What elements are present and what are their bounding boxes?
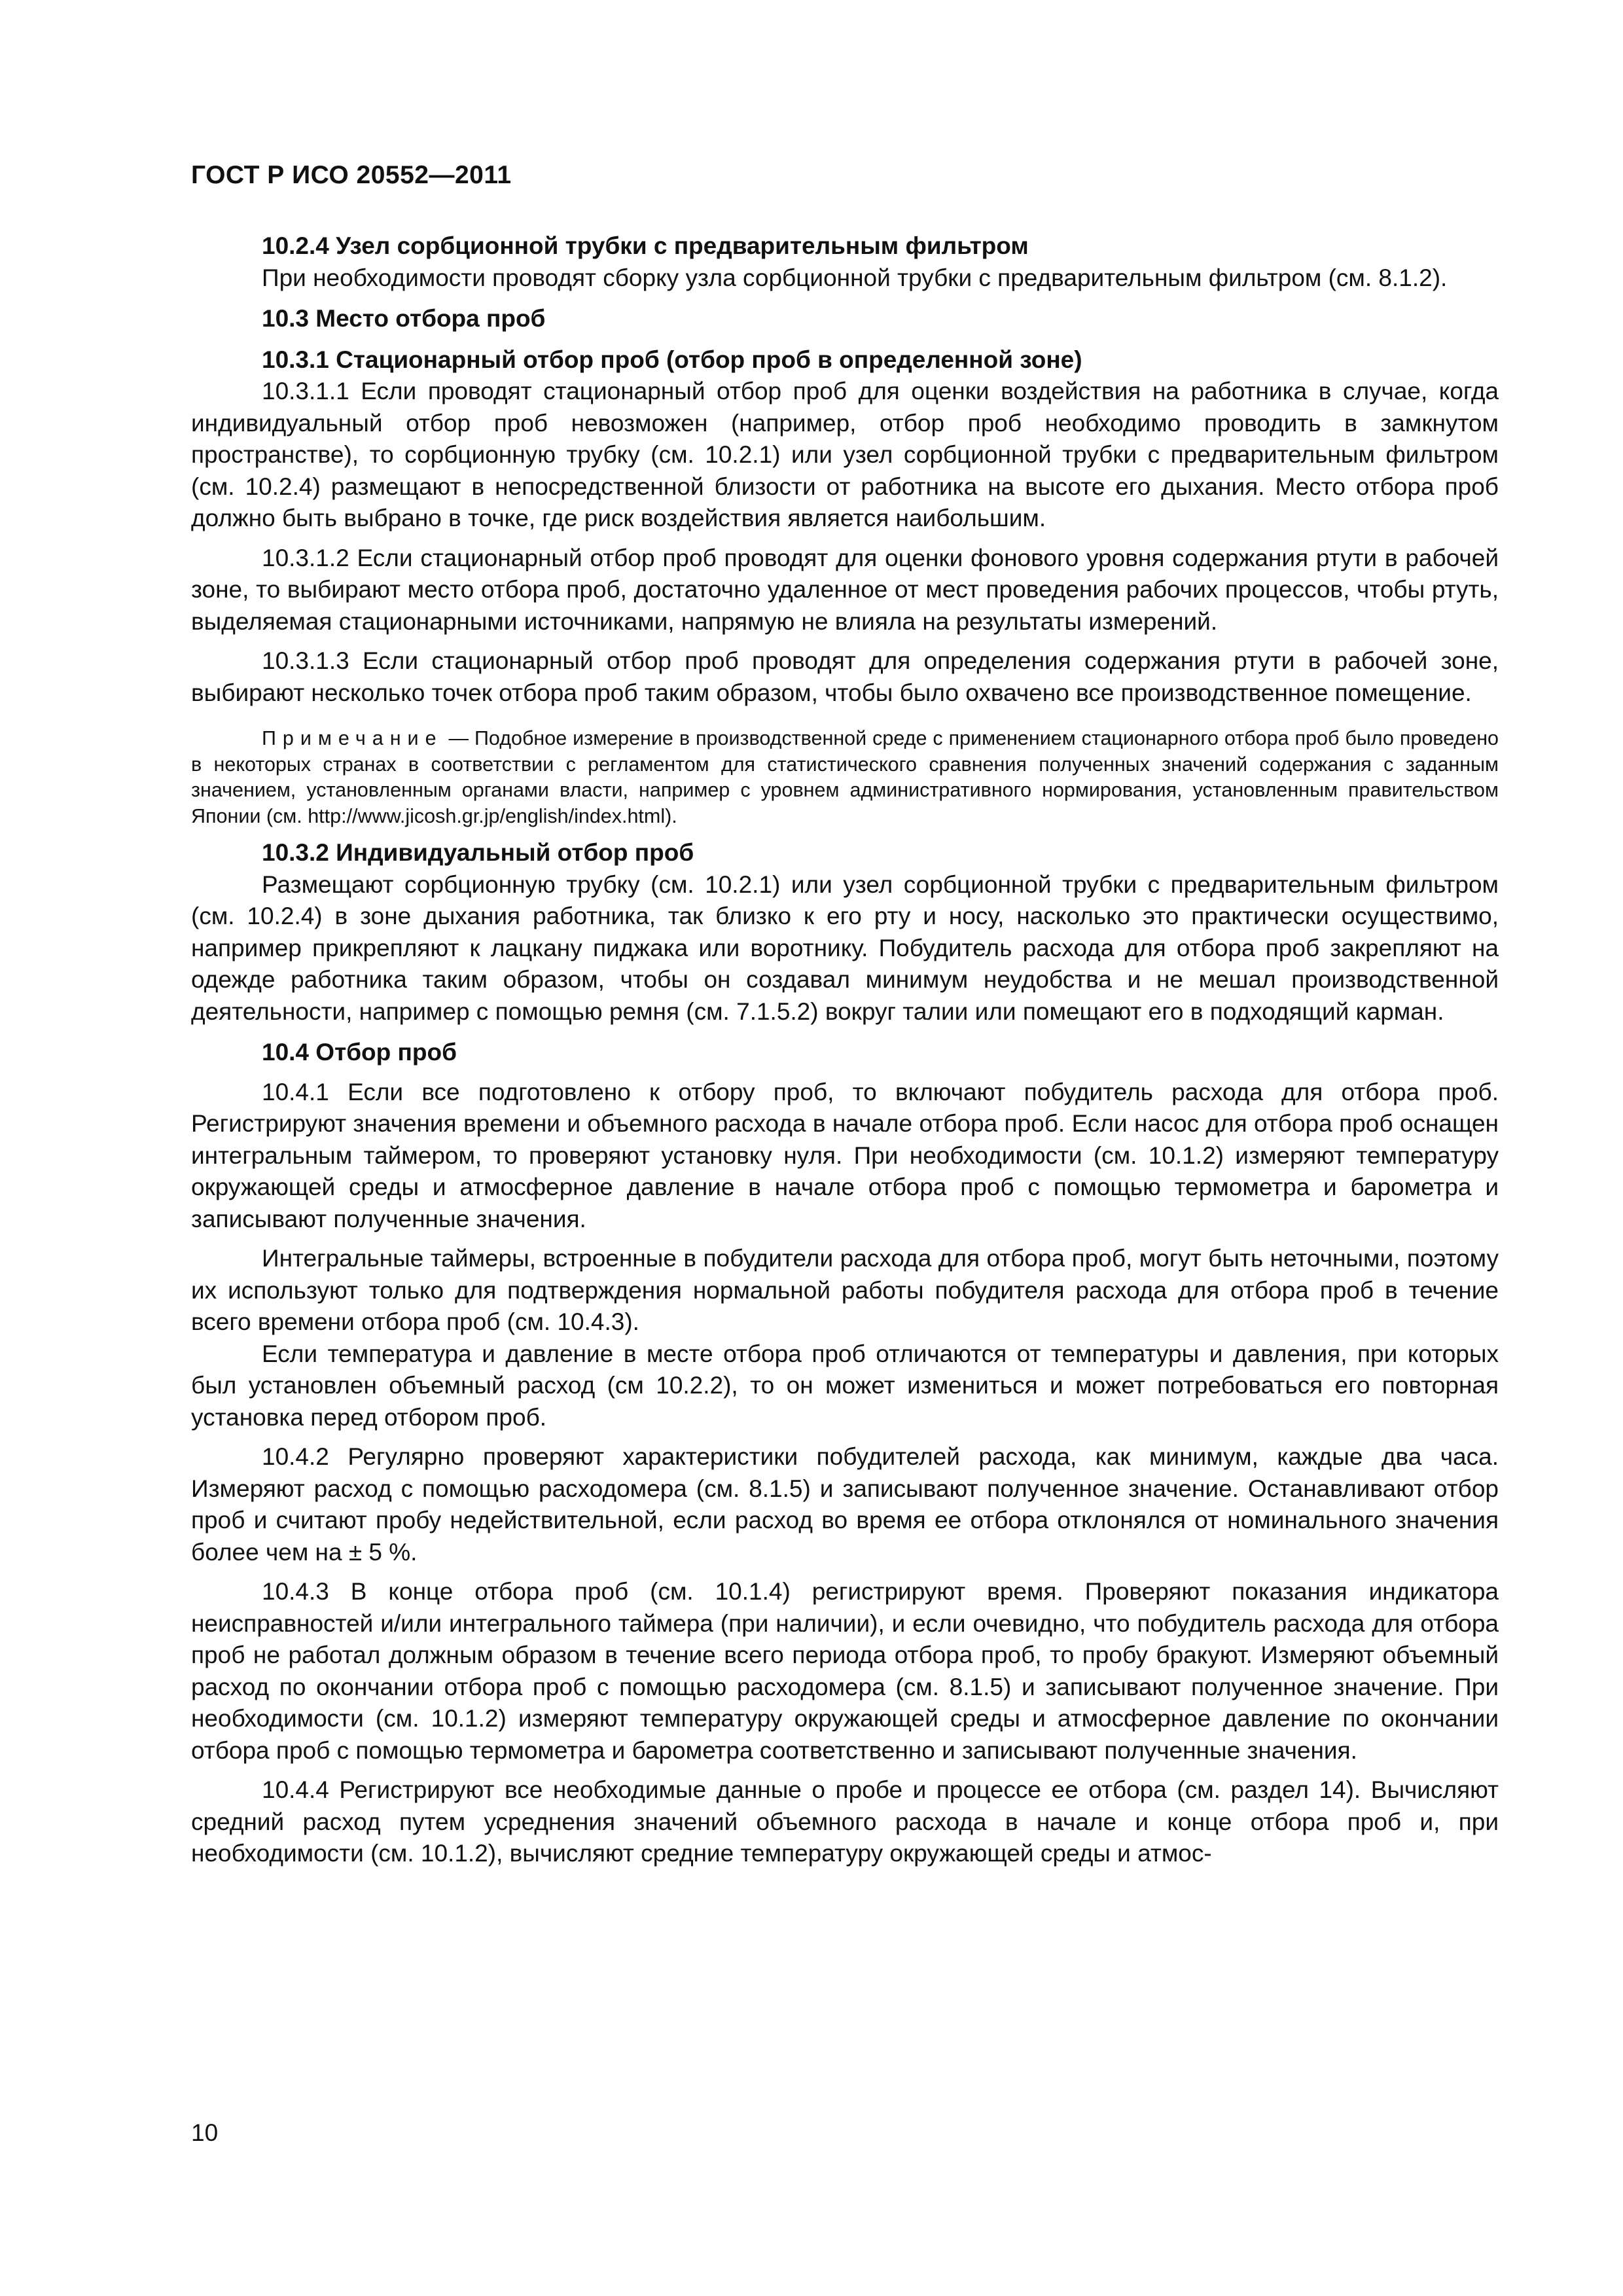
note-label: Примечание [262, 727, 443, 749]
paragraph-10-3-1-2: 10.3.1.2 Если стационарный отбор проб проводят для оценки фонового уровня содержания ртути в рабочей зоне, то выбирают место отбора проб, достаточно удаленное от мест проведения рабочих процессов, чтобы ртуть, выделяемая стационарными источниками, напрямую не влияла на результаты измерений. [191, 544, 1499, 635]
paragraph-10-4-1: 10.4.1 Если все подготовлено к отбору проб, то включают побудитель расхода для отбора проб. Регистрируют значения времени и объемного расхода в начале отбора проб. Если насос для отбора проб оснащен интегральным таймером, то проверяют установку нуля. При необходимости (см. 10.1.2) измеряют температуру окружающей среды и атмосферное давление в начале отбора проб с помощью термометра и барометра и записывают полученные значения. [191, 1078, 1499, 1232]
note-paragraph [191, 726, 1499, 829]
paragraph-10-4-1-c: Если температура и давление в месте отбора проб отличаются от температуры и давления, при которых был установлен объемный расход (см 10.2.2), то он может измениться и может потребоваться его повторная установка перед отбором проб. [191, 1340, 1499, 1431]
heading-10-4: 10.4 Отбор проб [262, 1039, 457, 1066]
paragraph-10-3-2: Размещают сорбционную трубку (см. 10.2.1) или узел сорбционной трубки с предварительным фильтром (см. 10.2.4) в зоне дыхания работника, так близко к его рту и носу, насколько это практически осуществимо, например прикрепляют к лацкану пиджака или воротнику. Побудитель расхода для отбора проб закрепляют на одежде работника таким образом, чтобы он создавал минимум неудобства и не мешал производственной деятельности, например с помощью ремня (см. 7.1.5.2) вокруг талии или помещают его в подходящий карман. [191, 870, 1499, 1025]
paragraph-10-3-1-1: 10.3.1.1 Если проводят стационарный отбор проб для оценки воздействия на работника в случае, когда индивидуальный отбор проб невозможен (например, отбор проб необходимо проводить в замкнутом пространстве), то сорбционную трубку (см. 10.2.1) или узел сорбционной трубки с предварительным фильтром (см. 10.2.4) размещают в непосредственной близости от работника на высоте его дыхания. Место отбора проб должно быть выбрано в точке, где риск воздействия является наибольшим. [191, 378, 1499, 531]
paragraph-10-4-3: 10.4.3 В конце отбора проб (см. 10.1.4) регистрируют время. Проверяют показания индикатора неисправностей и/или интегрального таймера (при наличии), и если очевидно, что побудитель расхода для отбора проб не работал должным образом в течение всего периода отбора проб, то пробу бракуют. Измеряют объемный расход по окончании отбора проб с помощью расходомера (см. 8.1.5) и записывают полученное значение. При необходимости (см. 10.1.2) измеряют температуру окружающей среды и атмосферное давление по окончании отбора проб с помощью термометра и барометра соответственно и записывают полученные значения. [191, 1578, 1499, 1764]
heading-10-3-2: 10.3.2 Индивидуальный отбор проб [262, 839, 694, 866]
paragraph-10-2-4: При необходимости проводят сборку узла сорбционной трубки с предварительным фильтром (см. 8.1.2). [262, 264, 1448, 291]
document-body [191, 230, 1499, 1870]
paragraph-10-4-4: 10.4.4 Регистрируют все необходимые данные о пробе и процессе ее отбора (см. раздел 14). Вычисляют средний расход путем усреднения значений объемного расхода в начале и конце отбора проб и, при необходимости (см. 10.1.2), вычисляют средние температуру окружающей среды и атмос- [191, 1776, 1499, 1867]
paragraph-10-3-1-3: 10.3.1.3 Если стационарный отбор проб проводят для определения содержания ртути в рабочей зоне, выбирают несколько точек отбора проб таким образом, чтобы было охвачено все производственное помещение. [191, 647, 1499, 706]
paragraph-10-4-2: 10.4.2 Регулярно проверяют характеристики побудителей расхода, как минимум, каждые два часа. Измеряют расход с помощью расходомера (см. 8.1.5) и записывают полученное значение. Останавливают отбор проб и считают пробу недействительной, если расход во время ее отбора отклонялся от номинального значения более чем на ± 5 %. [191, 1443, 1499, 1566]
heading-10-3-1: 10.3.1 Стационарный отбор проб (отбор проб в определенной зоне) [262, 346, 1082, 373]
heading-10-3: 10.3 Место отбора проб [262, 305, 546, 332]
document-code-header: ГОСТ Р ИСО 20552—2011 [191, 161, 512, 189]
heading-10-2-4: 10.2.4 Узел сорбционной трубки с предварительным фильтром [262, 232, 1029, 259]
paragraph-10-4-1-b: Интегральные таймеры, встроенные в побудители расхода для отбора проб, могут быть неточными, поэтому их используют только для подтверждения нормальной работы побудителя расхода для отбора проб в течение всего времени отбора проб (см. 10.4.3). [191, 1245, 1499, 1335]
note-text: — Подобное измерение в производственной среде с применением стационарного отбора проб было проведено в некоторых странах в соответствии с регламентом для статистического сравнения полученных значений содержания с заданным значением, установленным органами власти, например с уровнем административного нормирования, установленным правительством Японии (см. http://www.jicosh.gr.jp/english/index.html). [191, 727, 1499, 827]
page-number: 10 [191, 2119, 219, 2146]
